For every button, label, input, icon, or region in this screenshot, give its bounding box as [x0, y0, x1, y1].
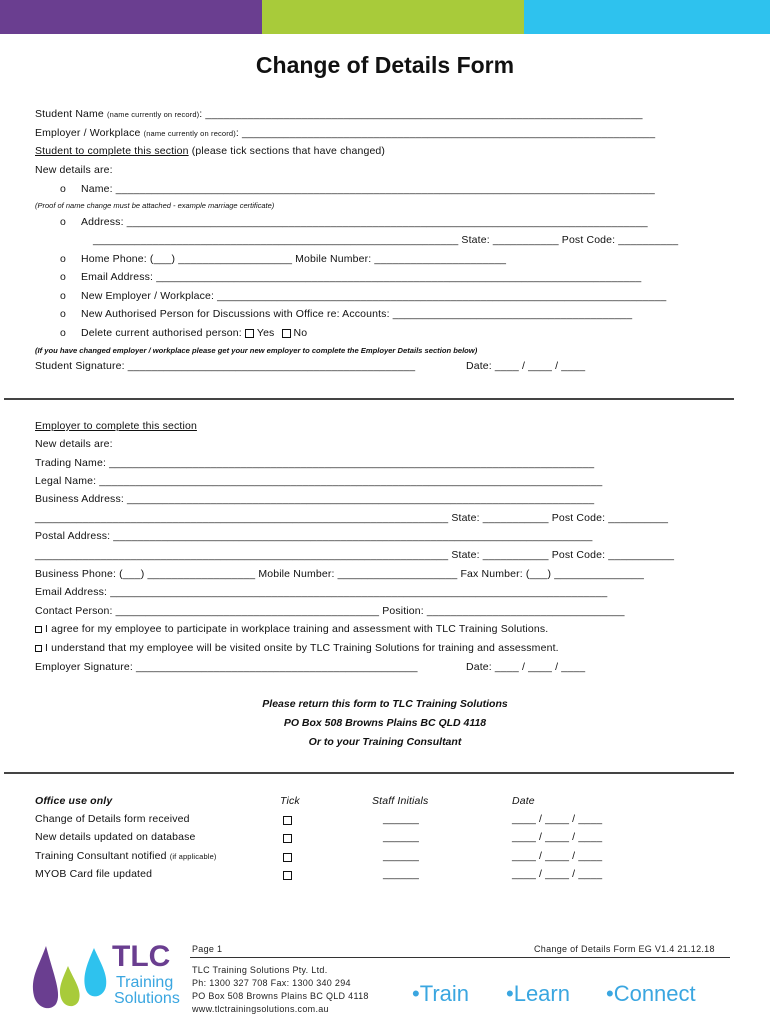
office-tick-checkbox[interactable] [283, 816, 292, 825]
employer-change-note: (If you have changed employer / workplace please get your new employer to complete the Employer Details section below) [35, 346, 478, 355]
office-row-initials[interactable]: ______ [383, 850, 419, 862]
form-version: Change of Details Form EG V1.4 21.12.18 [534, 944, 715, 954]
brand-bar-green [262, 0, 524, 34]
slogan-connect: •Connect [606, 981, 696, 1006]
student-phone-field[interactable]: Home Phone: (___) ___________________ Mobile Number: ______________________ [81, 253, 507, 265]
postal-address-line2[interactable]: _____________________________________________________________________ State: ___________ Post Code: ___________ [35, 549, 675, 561]
office-tick-checkbox[interactable] [283, 871, 292, 880]
office-row-date[interactable]: ____ / ____ / ____ [512, 850, 603, 862]
office-row-label: Training Consultant notified (if applicable) [35, 850, 217, 862]
business-address-field[interactable]: Business Address: ______________________________________________________________________________ [35, 493, 595, 505]
office-row-label: New details updated on database [35, 831, 196, 843]
office-row-date[interactable]: ____ / ____ / ____ [512, 831, 603, 843]
tlc-drops-logo-icon [28, 938, 110, 1014]
bullet: o [60, 183, 66, 195]
logo-training: Training [116, 974, 174, 991]
office-row-date[interactable]: ____ / ____ / ____ [512, 868, 603, 880]
return-line-1: Please return this form to TLC Training Solutions [262, 698, 508, 710]
bullet: o [60, 216, 66, 228]
company-phone: Ph: 1300 327 708 Fax: 1300 340 294 [192, 978, 351, 988]
student-date-field[interactable]: Date: ____ / ____ / ____ [466, 360, 586, 372]
proof-note: (Proof of name change must be attached - example marriage certificate) [35, 201, 275, 210]
company-address: PO Box 508 Browns Plains BC QLD 4118 [192, 991, 369, 1001]
tick-column-header: Tick [280, 795, 300, 807]
employer-email-field[interactable]: Email Address: ___________________________________________________________________________________ [35, 586, 608, 598]
student-address-field[interactable]: Address: _______________________________________________________________________________________ [81, 216, 648, 228]
company-website[interactable]: www.tlctrainingsolutions.com.au [192, 1004, 329, 1014]
return-line-2: PO Box 508 Browns Plains BC QLD 4118 [283, 717, 487, 729]
logo-solutions: Solutions [114, 990, 180, 1007]
legal-name-field[interactable]: Legal Name: ____________________________________________________________________________________ [35, 475, 603, 487]
student-new-employer-field[interactable]: New Employer / Workplace: ___________________________________________________________________________ [81, 290, 667, 302]
employer-signature-field[interactable]: Employer Signature: _______________________________________________ [35, 661, 418, 673]
office-row-date[interactable]: ____ / ____ / ____ [512, 813, 603, 825]
bullet: o [60, 253, 66, 265]
bullet: o [60, 271, 66, 283]
student-employer-field[interactable]: Employer / Workplace (name currently on record): _____________________________________________________________________ [35, 127, 656, 139]
delete-authorised-row: Delete current authorised person: Yes No [81, 327, 308, 339]
contact-person-field[interactable]: Contact Person: ____________________________________________ Position: _________________________________ [35, 605, 625, 617]
slogan-train: •Train [412, 981, 470, 1006]
understand-row: I understand that my employee will be visited onsite by TLC Training Solutions for training and assessment. [35, 642, 559, 654]
business-address-line2[interactable]: _____________________________________________________________________ State: ___________ Post Code: __________ [35, 512, 669, 524]
office-row-label: Change of Details form received [35, 813, 190, 825]
student-section-heading: Student to complete this section (please tick sections that have changed) [35, 145, 386, 157]
office-tick-checkbox[interactable] [283, 834, 292, 843]
date-column-header: Date [512, 795, 535, 807]
student-name-field[interactable]: Student Name (name currently on record): _________________________________________________________________________ [35, 108, 643, 120]
office-row-label: MYOB Card file updated [35, 868, 153, 880]
office-row-initials[interactable]: ______ [383, 868, 419, 880]
no-checkbox[interactable] [282, 329, 291, 338]
office-row-initials[interactable]: ______ [383, 813, 419, 825]
page-number: Page 1 [192, 944, 223, 954]
student-new-details-label: New details are: [35, 164, 113, 176]
employer-date-field[interactable]: Date: ____ / ____ / ____ [466, 661, 586, 673]
employer-new-details-label: New details are: [35, 438, 113, 450]
brand-bar-purple [0, 0, 262, 34]
yes-checkbox[interactable] [245, 329, 254, 338]
bullet: o [60, 327, 66, 339]
student-signature-field[interactable]: Student Signature: ________________________________________________ [35, 360, 416, 372]
company-name: TLC Training Solutions Pty. Ltd. [192, 965, 328, 975]
postal-address-field[interactable]: Postal Address: ________________________________________________________________________________ [35, 530, 593, 542]
bullet: o [60, 308, 66, 320]
office-use-title: Office use only [35, 795, 113, 807]
logo-tlc: TLC [112, 940, 171, 973]
divider [4, 772, 734, 774]
understand-checkbox[interactable] [35, 645, 42, 652]
footer-rule [190, 957, 730, 958]
employer-section-heading: Employer to complete this section [35, 420, 197, 432]
page-title: Change of Details Form [255, 52, 515, 78]
slogan-learn: •Learn [506, 981, 570, 1006]
office-row-initials[interactable]: ______ [383, 831, 419, 843]
office-tick-checkbox[interactable] [283, 853, 292, 862]
student-authorised-field[interactable]: New Authorised Person for Discussions with Office re: Accounts: ________________________________________ [81, 308, 633, 320]
trading-name-field[interactable]: Trading Name: _________________________________________________________________________________ [35, 457, 595, 469]
business-phone-field[interactable]: Business Phone: (___) __________________ Mobile Number: ____________________ Fax Number: (___) _______________ [35, 568, 645, 580]
bullet: o [60, 290, 66, 302]
agree-checkbox[interactable] [35, 626, 42, 633]
initials-column-header: Staff Initials [372, 795, 429, 807]
brand-bar-blue [524, 0, 770, 34]
student-email-field[interactable]: Email Address: _________________________________________________________________________________ [81, 271, 642, 283]
divider [4, 398, 734, 400]
student-name-new-field[interactable]: Name: __________________________________________________________________________________________ [81, 183, 655, 195]
student-address-line2[interactable]: _____________________________________________________________ State: ___________ Post Code: __________ [93, 234, 679, 246]
agree-row: I agree for my employee to participate in workplace training and assessment with TLC Training Solutions. [35, 623, 548, 635]
return-line-3: Or to your Training Consultant [308, 736, 462, 748]
